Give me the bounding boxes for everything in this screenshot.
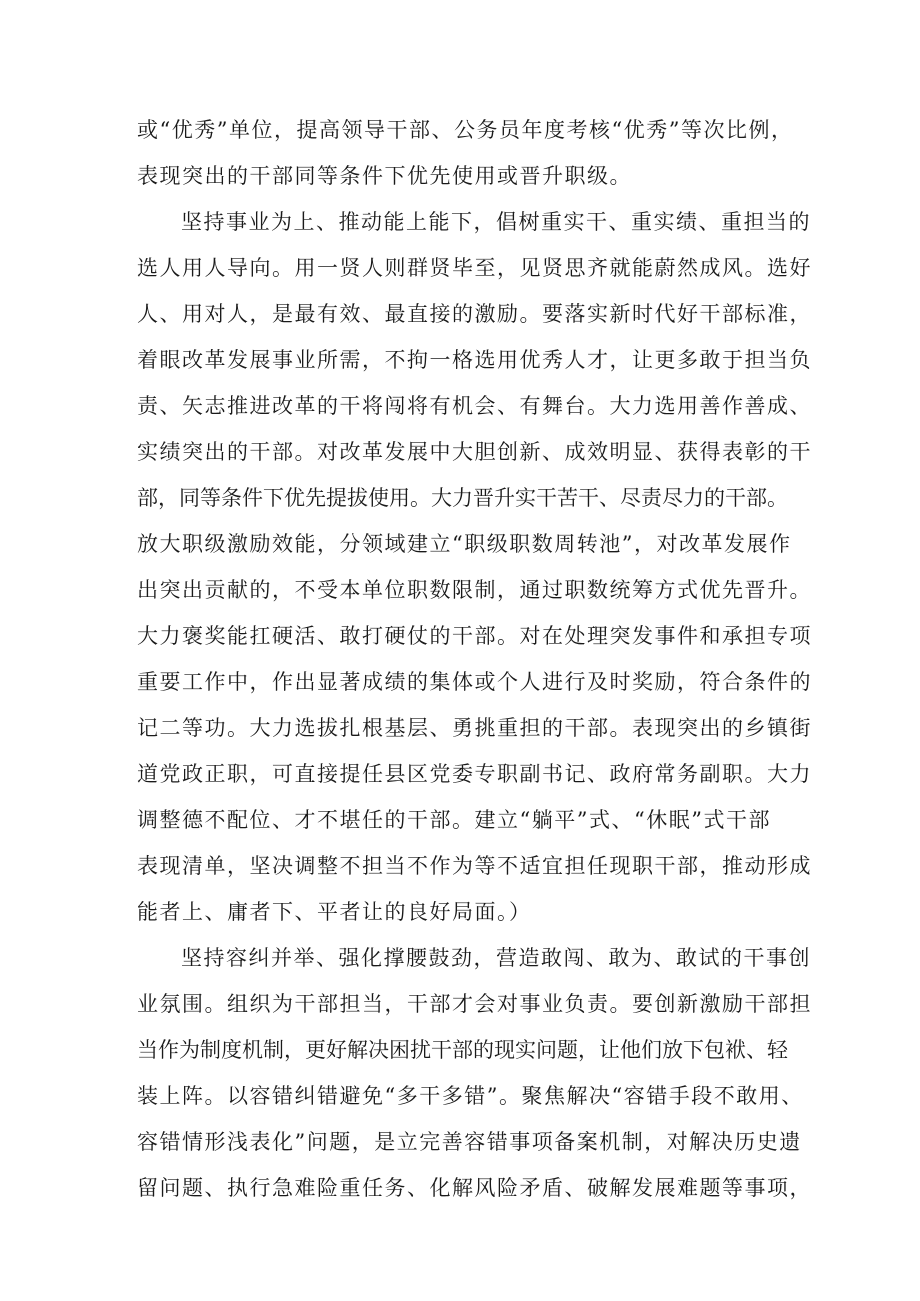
text-line: 着眼改革发展事业所需，不拘一格选用优秀人才，让更多敢于担当负 [137, 348, 812, 372]
paragraph-start-line: 坚持事业为上、推动能上能下，倡树重实干、重实绩、重担当的 [181, 210, 811, 234]
text-line: 表现突出的干部同等条件下优先使用或晋升职级。 [137, 164, 632, 188]
text-line: 表现清单，坚决调整不担当不作为等不适宜担任现职干部，推动形成 [137, 854, 812, 878]
text-line: 部，同等条件下优先提拔使用。大力晋升实干苦干、尽责尽力的干部。 [137, 486, 788, 510]
text-line: 选人用人导向。用一贤人则群贤毕至，见贤思齐就能蔚然成风。选好 [137, 256, 812, 280]
text-line: 留问题、执行急难险重任务、化解风险矛盾、破解发展难题等事项， [137, 1176, 812, 1200]
text-line: 责、矢志推进改革的干将闯将有机会、有舞台。大力选用善作善成、 [137, 394, 812, 418]
text-line: 人、用对人，是最有效、最直接的激励。要落实新时代好干部标准， [137, 302, 812, 326]
text-line: 装上阵。以容错纠错避免“多干多错”。聚焦解决“容错手段不敢用、 [137, 1084, 804, 1108]
text-line: 记二等功。大力选拔扎根基层、勇挑重担的干部。表现突出的乡镇街 [137, 716, 812, 740]
text-line: 道党政正职，可直接提任县区党委专职副书记、政府常务副职。大力 [137, 762, 812, 786]
body-text [137, 107, 812, 1211]
text-line: 调整德不配位、才不堪任的干部。建立“躺平”式、“休眠”式干部 [137, 808, 771, 832]
text-line: 能者上、庸者下、平者让的良好局面。） [137, 900, 532, 924]
text-line: 或“优秀”单位，提高领导干部、公务员年度考核“优秀”等次比例， [137, 118, 794, 142]
text-line: 放大职级激励效能，分领域建立“职级职数周转池”，对改革发展作 [137, 532, 792, 556]
text-line: 容错情形浅表化”问题，是立完善容错事项备案机制，对解决历史遗 [137, 1130, 802, 1154]
text-line: 大力褒奖能扛硬活、敢打硬仗的干部。对在处理突发事件和承担专项 [137, 624, 812, 648]
paragraph-start-line: 坚持容纠并举、强化撑腰鼓劲，营造敢闯、敢为、敢试的干事创 [181, 946, 811, 970]
text-line: 重要工作中，作出显著成绩的集体或个人进行及时奖励，符合条件的 [137, 670, 812, 694]
text-line: 出突出贡献的，不受本单位职数限制，通过职数统筹方式优先晋升。 [137, 578, 812, 602]
text-line: 实绩突出的干部。对改革发展中大胆创新、成效明显、获得表彰的干 [137, 440, 812, 464]
text-line: 当作为制度机制，更好解决困扰干部的现实问题，让他们放下包袱、轻 [137, 1038, 788, 1062]
text-line: 业氛围。组织为干部担当，干部才会对事业负责。要创新激励干部担 [137, 992, 812, 1016]
